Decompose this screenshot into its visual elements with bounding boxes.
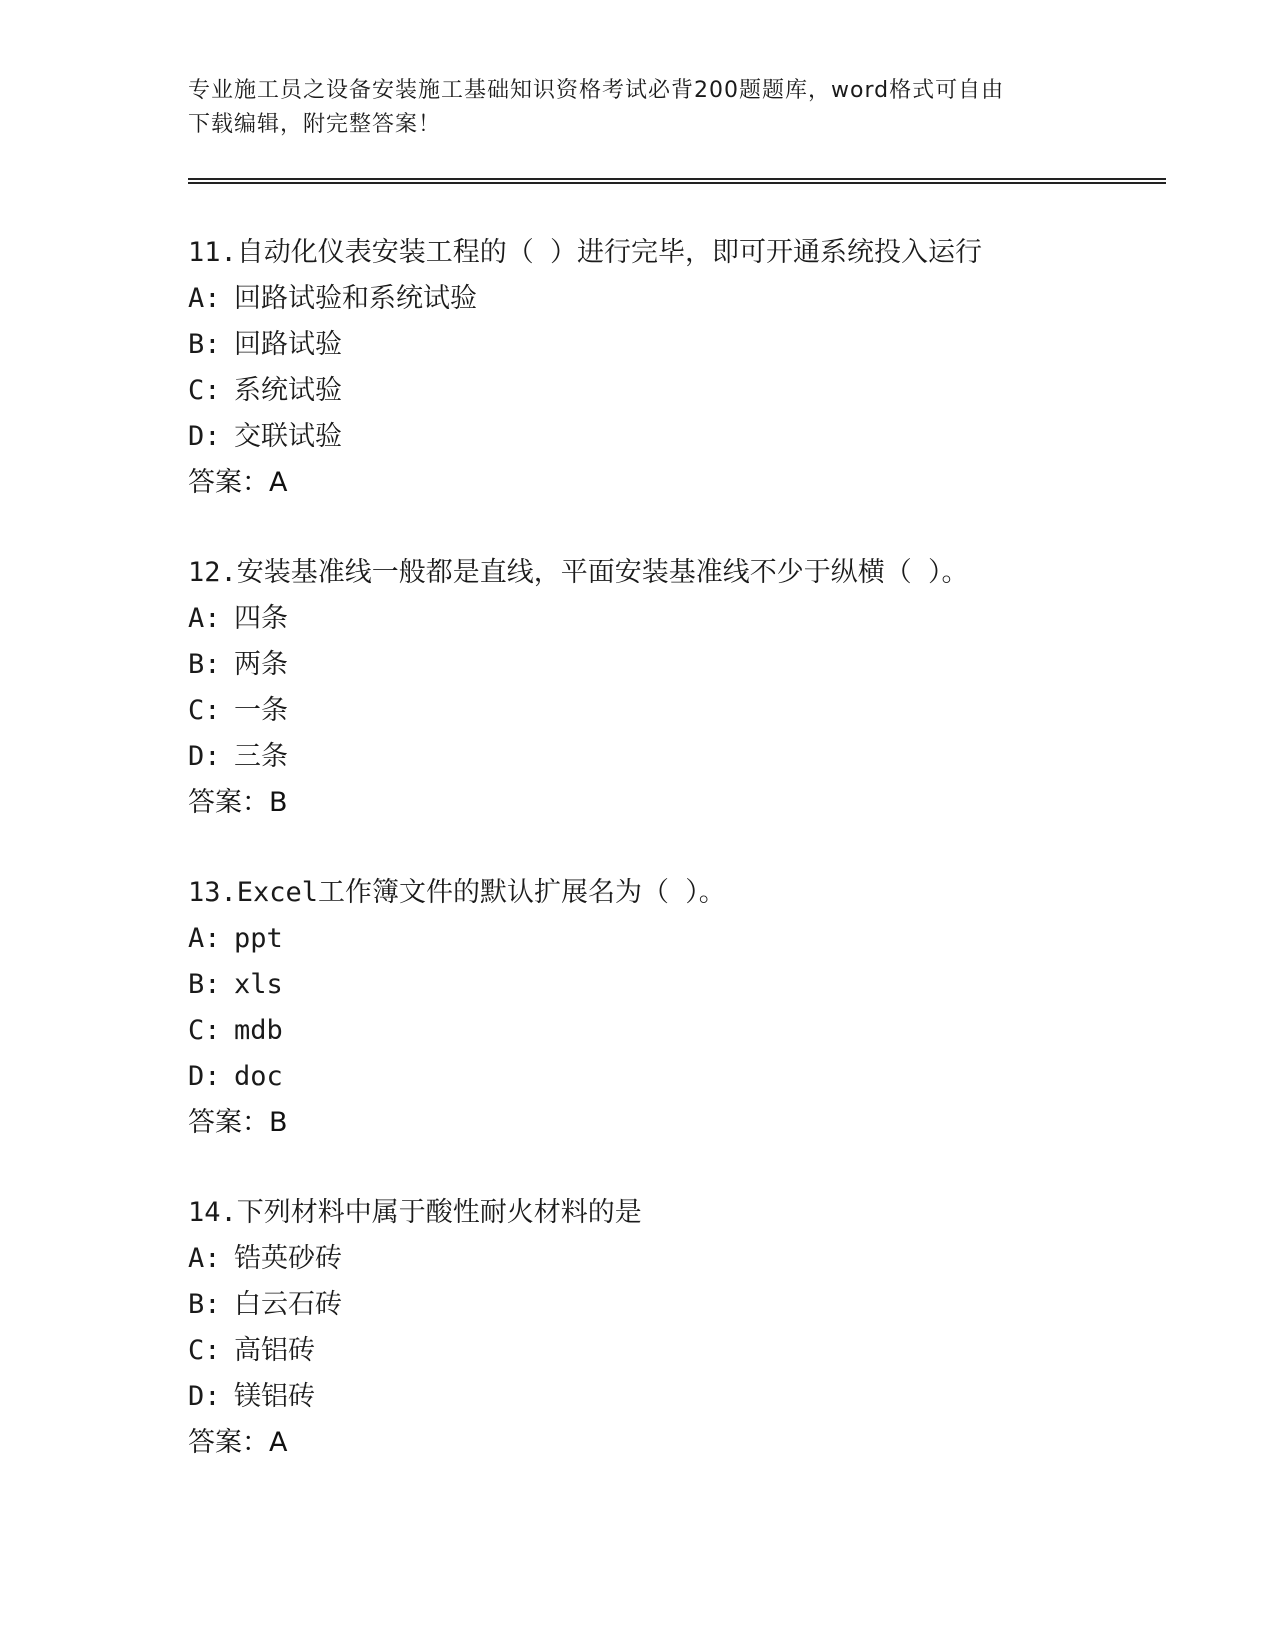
option-d: [188, 734, 1188, 780]
option-text: ppt: [234, 923, 283, 954]
option-key: D:: [188, 421, 221, 452]
option-text: xls: [234, 969, 283, 1000]
option-key: A:: [188, 923, 221, 954]
option-a: [188, 276, 1188, 322]
option-text: 镁铝砖: [234, 1381, 315, 1412]
option-text: 交联试验: [234, 421, 342, 452]
header-divider: [188, 178, 1166, 184]
question-block: [188, 550, 1188, 826]
question-title: 14.下列材料中属于酸性耐火材料的是: [188, 1197, 642, 1228]
option-key: B:: [188, 329, 221, 360]
option-text: 三条: [234, 741, 288, 772]
option-text: 高铝砖: [234, 1335, 315, 1366]
option-text: 回路试验和系统试验: [234, 283, 477, 314]
answer-line: 答案：B: [188, 1107, 288, 1138]
question-title: 12.安装基准线一般都是直线，平面安装基准线不少于纵横（ ）。: [188, 557, 969, 588]
document-header: [188, 74, 1088, 142]
header-line-2: 下载编辑，附完整答案！: [188, 112, 442, 137]
option-key: C:: [188, 1015, 221, 1046]
option-d: [188, 1374, 1188, 1420]
option-key: B:: [188, 969, 221, 1000]
option-key: A:: [188, 603, 221, 634]
option-text: mdb: [234, 1015, 283, 1046]
option-a: [188, 1236, 1188, 1282]
answer-line: 答案：A: [188, 1427, 288, 1458]
option-key: C:: [188, 695, 221, 726]
header-line-1: 专业施工员之设备安装施工基础知识资格考试必背200题题库，word格式可自由: [188, 78, 1005, 103]
option-b: [188, 1282, 1188, 1328]
option-text: 两条: [234, 649, 288, 680]
option-key: C:: [188, 375, 221, 406]
option-text: 白云石砖: [234, 1289, 342, 1320]
option-text: 系统试验: [234, 375, 342, 406]
option-text: doc: [234, 1061, 283, 1092]
option-key: D:: [188, 1061, 221, 1092]
answer-line: 答案：B: [188, 787, 288, 818]
option-text: 一条: [234, 695, 288, 726]
option-b: [188, 962, 1188, 1008]
option-a: [188, 596, 1188, 642]
option-key: B:: [188, 1289, 221, 1320]
option-key: C:: [188, 1335, 221, 1366]
option-text: 回路试验: [234, 329, 342, 360]
option-text: 锆英砂砖: [234, 1243, 342, 1274]
question-block: [188, 1190, 1188, 1466]
option-d: [188, 414, 1188, 460]
option-key: D:: [188, 741, 221, 772]
option-d: [188, 1054, 1188, 1100]
option-c: [188, 1328, 1188, 1374]
option-c: [188, 1008, 1188, 1054]
option-c: [188, 688, 1188, 734]
option-b: [188, 322, 1188, 368]
option-key: D:: [188, 1381, 221, 1412]
question-title: 13.Excel工作簿文件的默认扩展名为（ ）。: [188, 877, 726, 908]
option-text: 四条: [234, 603, 288, 634]
answer-line: 答案：A: [188, 467, 288, 498]
question-block: [188, 230, 1188, 506]
option-key: A:: [188, 1243, 221, 1274]
option-a: [188, 916, 1188, 962]
option-key: A:: [188, 283, 221, 314]
question-title: 11.自动化仪表安装工程的（ ）进行完毕，即可开通系统投入运行: [188, 237, 983, 268]
option-c: [188, 368, 1188, 414]
option-key: B:: [188, 649, 221, 680]
option-b: [188, 642, 1188, 688]
question-block: [188, 870, 1188, 1146]
